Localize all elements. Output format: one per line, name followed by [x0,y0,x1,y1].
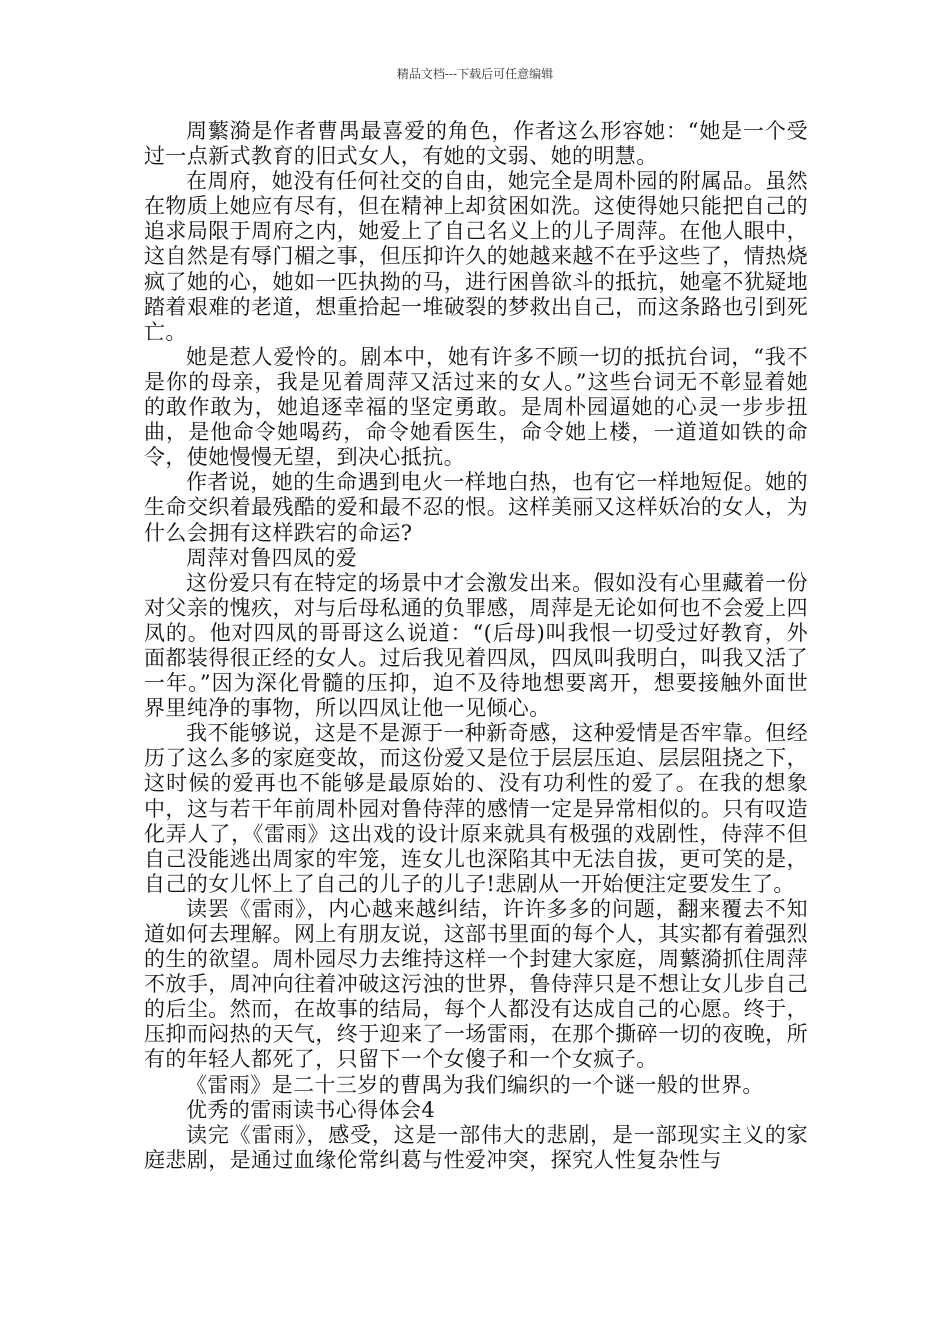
paragraph: 作者说，她的生命遇到电火一样地白热，也有它一样地短促。她的生命交织着最残酷的爱和最不忍的恨。这样美丽又这样妖冶的女人，为什么会拥有这样跌宕的命运? [144,470,808,545]
section-heading: 周萍对鲁四凤的爱 [186,545,358,570]
paragraph: 她是惹人爱怜的。剧本中，她有许多不顾一切的抵抗台词，“我不是你的母亲，我是见着周萍又活过来的女人。”这些台词无不彰显着她的敢作敢为，她追逐幸福的坚定勇敢。是周朴园逼她的心灵一步步扭曲，是他命令她喝药，命令她看医生，命令她上楼，一道道如铁的命令，使她慢慢无望，到决心抵抗。 [144,344,808,470]
paragraph: 在周府，她没有任何社交的自由，她完全是周朴园的附属品。虽然在物质上她应有尽有，但在精神上却贫困如洗。这使得她只能把自己的追求局限于周府之内，她爱上了自己名义上的儿子周萍。在他人眼中，这自然是有辱门楣之事，但压抑许久的她越来越不在乎这些了，情热烧疯了她的心，她如一匹执拗的马，进行困兽欲斗的抵抗，她毫不犹疑地踏着艰难的老道，想重拾起一堆破裂的梦救出自己，而这条路也引到死亡。 [144,169,808,344]
paragraph: 读罢《雷雨》，内心越来越纠结，许许多多的问题，翻来覆去不知道如何去理解。网上有朋友说，这部书里面的每个人，其实都有着强烈的生的欲望。周朴园尽力去维持这样一个封建大家庭，周蘩漪抓住周萍不放手，周冲向往着冲破这污浊的世界，鲁侍萍只是不想让女儿步自己的后尘。然而，在故事的结局，每个人都没有达成自己的心愿。终于，压抑而闷热的天气，终于迎来了一场雷雨，在那个撕碎一切的夜晚，所有的年轻人都死了，只留下一个女傻子和一个女疯子。 [144,896,808,1072]
page-header: 精品文档---下载后可任意编辑 [396,67,554,81]
paragraph: 周蘩漪是作者曹禺最喜爱的角色，作者这么形容她：“她是一个受过一点新式教育的旧式女人，有她的文弱、她的明慧。 [144,119,808,169]
section-heading: 优秀的雷雨读书心得体会4 [186,1097,436,1122]
document-body [144,119,808,1173]
paragraph: 我不能够说，这是不是源于一种新奇感，这种爱情是否牢靠。但经历了这么多的家庭变故，而这份爱又是位于层层压迫、层层阻挠之下，这时候的爱再也不能够是最原始的、没有功利性的爱了。在我的想象中，这与若干年前周朴园对鲁侍萍的感情一定是异常相似的。只有叹造化弄人了，《雷雨》这出戏的设计原来就具有极强的戏剧性，侍萍不但自己没能逃出周家的牢笼，连女儿也深陷其中无法自拔，更可笑的是，自己的女儿怀上了自己的儿子的儿子!悲剧从一开始便注定要发生了。 [144,721,808,896]
paragraph: 这份爱只有在特定的场景中才会激发出来。假如没有心里藏着一份对父亲的愧疚，对与后母私通的负罪感，周萍是无论如何也不会爱上四凤的。他对四凤的哥哥这么说道：“(后母)叫我恨一切受过好教育，外面都装得很正经的女人。过后我见着四凤，四凤叫我明白，叫我又活了一年。”因为深化骨髓的压抑，迫不及待地想要离开，想要接触外面世界里纯净的事物，所以四凤让他一见倾心。 [144,570,808,721]
paragraph: 《雷雨》是二十三岁的曹禺为我们编织的一个谜一般的世界。 [186,1072,764,1097]
paragraph: 读完《雷雨》，感受，这是一部伟大的悲剧，是一部现实主义的家庭悲剧，是通过血缘伦常纠葛与性爱冲突，探究人性复杂性与 [144,1122,808,1172]
